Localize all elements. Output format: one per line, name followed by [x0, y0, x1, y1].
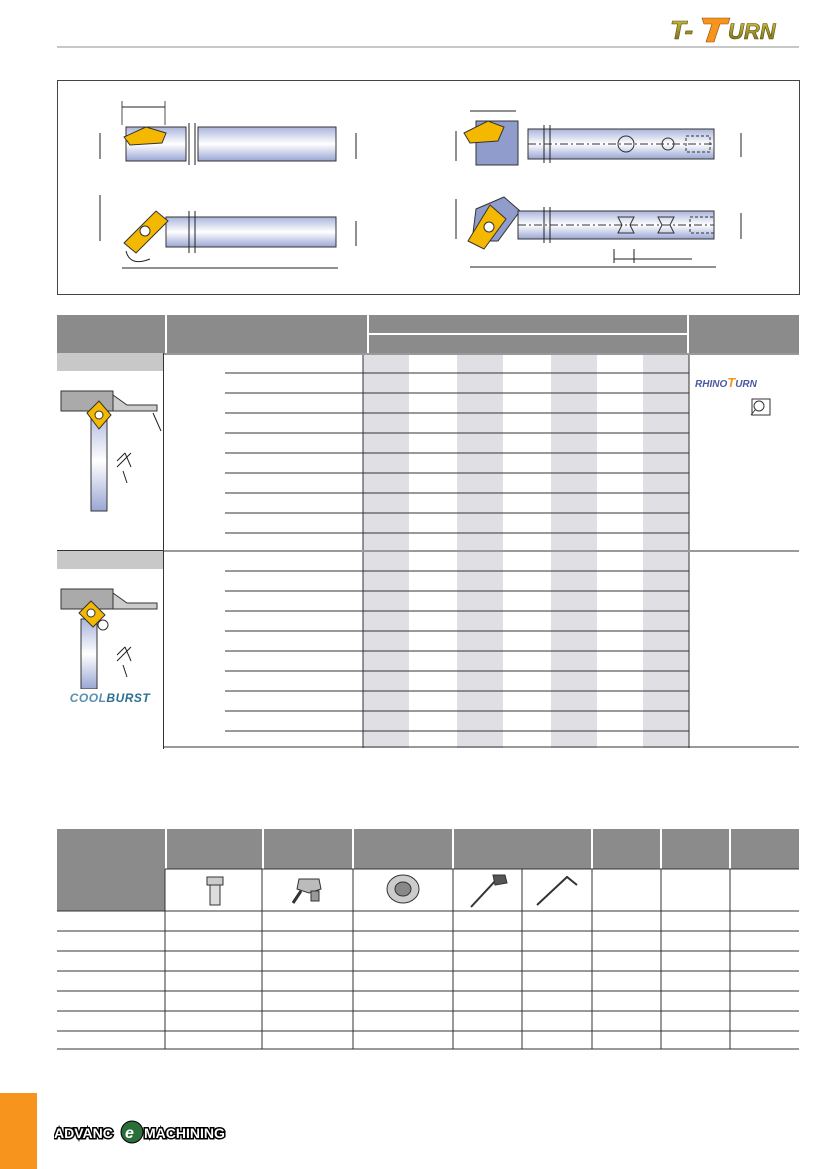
tool-orientation-icon: [57, 371, 163, 521]
boring-bar-side-drawing: [456, 111, 741, 165]
coolburst-logo: COOLBURST: [69, 691, 151, 705]
svg-text:MACHINING: MACHINING: [144, 1125, 225, 1141]
rhinoturn-logo: RHINOTURN: [695, 375, 757, 390]
catalog-reference-icon[interactable]: [749, 397, 773, 417]
clamp-icon: [293, 879, 321, 903]
boring-bar-top-drawing: [456, 197, 741, 267]
advancemachining-logo: [54, 1120, 229, 1144]
header-cell-subdims: [368, 334, 688, 353]
svg-text:T-: T-: [670, 15, 694, 44]
header-cell-image: [57, 315, 166, 353]
dimension-diagram: [57, 80, 800, 295]
header-rule: [57, 46, 799, 48]
header-cell-insert: [688, 315, 799, 353]
t-turn-logo-icon: [668, 14, 803, 44]
row-group-2: [163, 550, 799, 748]
row-group-2-image: [57, 550, 164, 749]
side-view-drawing: [100, 101, 356, 165]
screw-icon: [207, 877, 223, 905]
row-group-1-image: [57, 353, 164, 550]
row-group-1: [163, 353, 799, 550]
header-cell-dimensions: [368, 315, 688, 334]
spare-parts-table: [57, 829, 799, 1050]
torx-key-icon: [471, 875, 507, 907]
header-cell-designation: [166, 315, 368, 353]
brand-logo: [668, 14, 803, 44]
page-tab-accent: [0, 1093, 37, 1169]
svg-text:URN: URN: [728, 19, 776, 44]
svg-text:e: e: [125, 1125, 134, 1142]
svg-text:ADVANC: ADVANC: [54, 1125, 113, 1141]
spare-parts-grid: [57, 829, 799, 1050]
hex-key-icon: [537, 877, 577, 905]
shim-pin-icon: [387, 875, 419, 903]
toolholder-table: [57, 315, 799, 353]
tool-orientation-icon: [57, 569, 163, 689]
top-view-drawing: [100, 195, 356, 268]
toolholder-drawings: [58, 81, 799, 294]
row-group-2-grid: [163, 550, 799, 748]
